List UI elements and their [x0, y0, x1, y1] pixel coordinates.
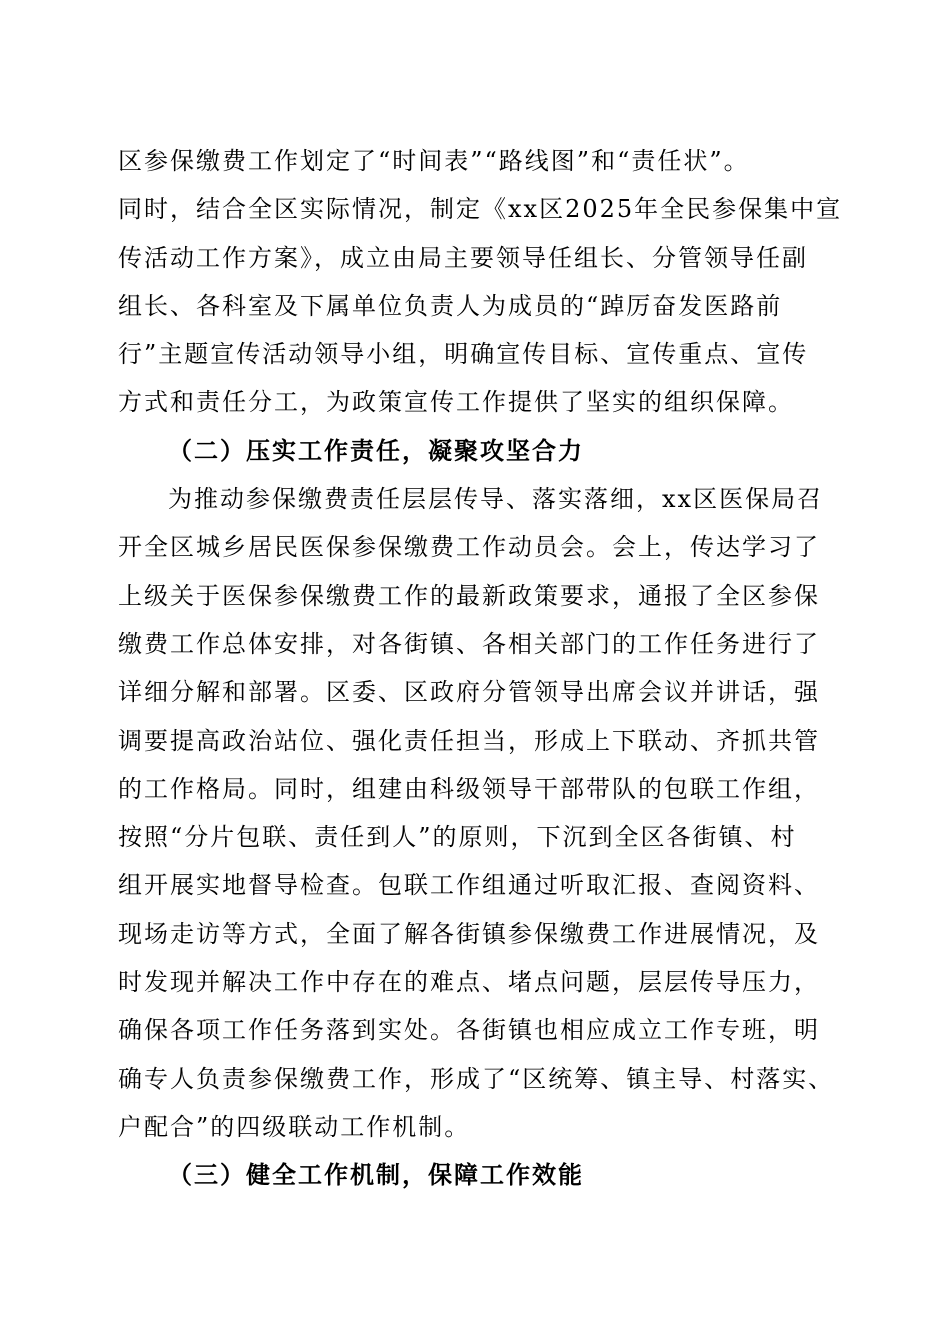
paragraph-line: 详细分解和部署。区委、区政府分管领导出席会议并讲话，强	[118, 678, 820, 707]
paragraph-line: 为推动参保缴费责任层层传导、落实落细，xx区医保局召	[168, 485, 824, 514]
paragraph-line: 组长、各科室及下属单位负责人为成员的“踔厉奋发医路前	[118, 291, 783, 320]
paragraph-line: 开全区城乡居民医保参保缴费工作动员会。会上，传达学习了	[118, 533, 820, 562]
paragraph-line: 方式和责任分工，为政策宣传工作提供了坚实的组织保障。	[118, 388, 794, 417]
paragraph-line: 时发现并解决工作中存在的难点、堵点问题，层层传导压力，	[118, 968, 820, 997]
paragraph-line: 确专人负责参保缴费工作，形成了“区统筹、镇主导、村落实、	[118, 1064, 835, 1093]
paragraph-line: 组开展实地督导检查。包联工作组通过听取汇报、查阅资料、	[118, 871, 820, 900]
section-heading-2: （二）压实工作责任，凝聚攻坚合力	[168, 435, 584, 465]
paragraph-line: 传活动工作方案》，成立由局主要领导任组长、分管领导任副	[118, 243, 808, 272]
paragraph-line: 同时，结合全区实际情况，制定《xx区2025年全民参保集中宣	[118, 195, 843, 224]
paragraph-line: 户配合”的四级联动工作机制。	[118, 1112, 471, 1141]
paragraph-line: 现场走访等方式，全面了解各街镇参保缴费工作进展情况，及	[118, 919, 820, 948]
section-heading-3: （三）健全工作机制，保障工作效能	[168, 1160, 584, 1190]
paragraph-line: 的工作格局。同时，组建由科级领导干部带队的包联工作组，	[118, 774, 820, 803]
paragraph-line: 按照“分片包联、责任到人”的原则，下沉到全区各街镇、村	[118, 823, 797, 852]
paragraph-line: 调要提高政治站位、强化责任担当，形成上下联动、齐抓共管	[118, 726, 820, 755]
paragraph-line: 缴费工作总体安排，对各街镇、各相关部门的工作任务进行了	[118, 629, 820, 658]
paragraph-line: 上级关于医保参保缴费工作的最新政策要求，通报了全区参保	[118, 581, 820, 610]
document-body	[118, 137, 843, 1200]
paragraph-line: 确保各项工作任务落到实处。各街镇也相应成立工作专班，明	[118, 1016, 820, 1045]
paragraph-line: 行”主题宣传活动领导小组，明确宣传目标、宣传重点、宣传	[118, 340, 809, 369]
paragraph-line: 区参保缴费工作划定了“时间表”“路线图”和“责任状”。	[118, 147, 750, 175]
